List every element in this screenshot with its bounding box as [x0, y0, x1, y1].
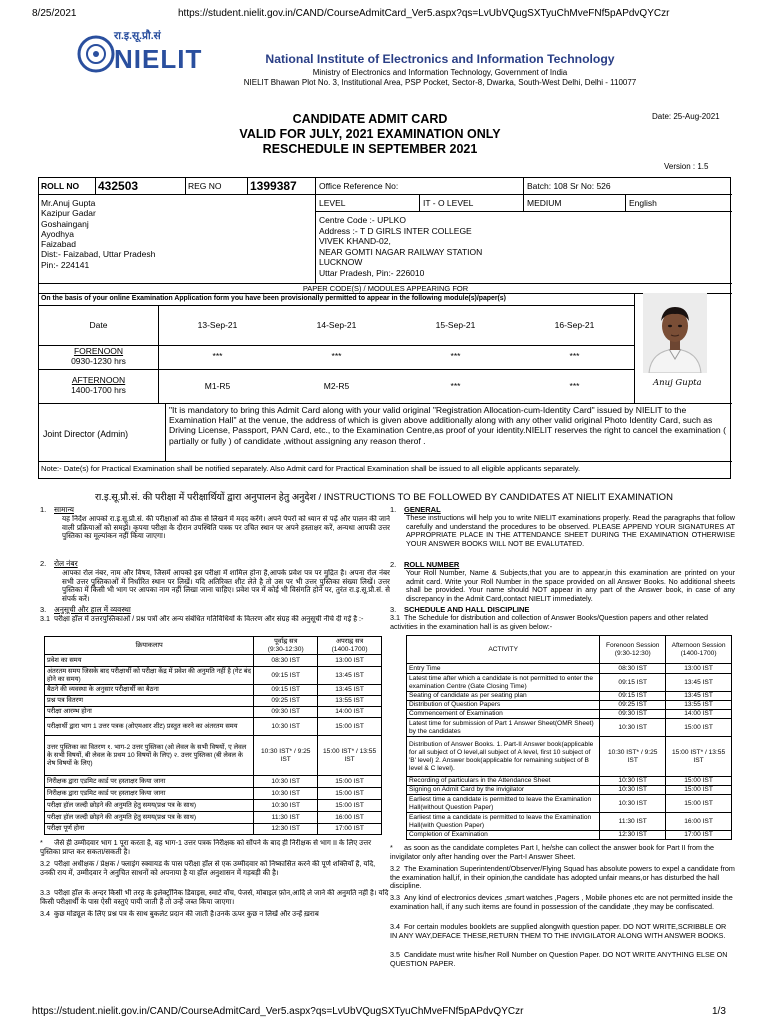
schedule-row [407, 737, 732, 777]
candidate-address [41, 198, 155, 270]
centre-line: NEAR GOMTI NAGAR RAILWAY STATION [319, 246, 483, 257]
forenoon-paper: *** [331, 351, 342, 361]
schedule-activity: परीक्षार्थी द्वारा भाग 1 उत्तर पत्रक (ओएमआर शीट) प्रस्तुत करने का अंतरतम समय [45, 718, 254, 736]
schedule-afternoon-time: 15:00 IST [318, 776, 382, 788]
forenoon-paper: *** [569, 351, 580, 361]
schedule-activity: Latest time after which a candidate is not permitted to enter the examination Centre (Gate Closing Time) [407, 674, 600, 692]
hindi-s34-text: कुछ मोड्यूल के लिए प्रश्न पत्र के साथ बुकलेट प्रदान की जाती है।उनके ऊपर कुछ न लिखें और उन्हें ख़राब [54, 910, 319, 918]
hindi-s31-text: परीक्षा हॉल में उत्तरपुस्तिकाओं / प्रश्न पत्रों और अन्य संबंधित गतिविधियों के वितरण और संग्रह की अनुसूची नीचे दी गई है :- [54, 615, 364, 623]
schedule-afternoon-time: 15:00 IST [666, 786, 732, 795]
schedule-activity: Distribution of Question Papers [407, 701, 600, 710]
hindi-s2-text: आपका रोल नंबर, नाम और विषय, जिसमें आपको इस परीक्षा में शामिल होना है,आपके प्रवेश पत्र पर मुद्रित है। अपना रोल नंबर सभी उत्तर पुस्तिकाओं में निर्धारित स्थान पर लिखें। यदि अतिरिक्त शीट लेते है तो उस पर भी उत्तर पुस्तिका संख्या लिखें। उत्तर पुस्तिका में किसी भी भाग पर आपका नाम नहीं लिखा जाना चाहिए। प्रवेश पत्र में कोई भी विसंगति होने पर, तुरंत रा.इ.सू.प्रौ.सं. से संपर्क करें। [62, 569, 390, 603]
schedule-forenoon-time: 09:15 IST [254, 667, 318, 685]
forenoon-time: 0930-1230 hrs [71, 356, 126, 366]
hindi-s33-text: परीक्षा हॉल के अन्दर किसी भी तरह के इलेक्ट्रॉनिक डिवाइस, स्मार्ट वॉच, पेजर्स, मोबाइल फ़ोन,आदि ले जाने की अनुमति नहीं है। यदि किसी परीक्षार्थी के पास ऐसी वस्तुएं पायी जाती हैं तो उन्हें जब्त किया जाएगा। [40, 889, 389, 906]
schedule-row [45, 776, 382, 788]
schedule-forenoon-time: 08:30 IST [600, 664, 666, 674]
candidate-pin: Pin:- 224141 [41, 259, 90, 270]
afternoon-paper: M1-R5 [204, 381, 231, 391]
schedule-row [45, 655, 382, 667]
candidate-line: Dist:- Faizabad, Uttar Pradesh [41, 249, 156, 260]
candidate-photo [643, 293, 707, 373]
afternoon-paper: *** [450, 381, 461, 391]
schedule-row [45, 736, 382, 776]
schedule-activity: Commencement of Examination [407, 710, 600, 719]
schedule-forenoon-time: 09:25 IST [254, 696, 318, 707]
org-address: NIELIT Bhawan Plot No. 3, Institutional Area, PSP Pocket, Sector-8, Dwarka, South-West Delhi, Delhi - 110077 [243, 78, 637, 87]
schedule-activity: परीक्षा हॉल जल्दी छोड़ने की अनुमति हेतु समय(प्रश्न पत्र के साथ) [45, 800, 254, 812]
schedule-row [407, 831, 732, 840]
exam-date: 15-Sep-21 [435, 320, 476, 330]
schedule-activity: Seating of candidate as per seating plan [407, 692, 600, 701]
schedule-afternoon-time: 15:00 IST [666, 795, 732, 813]
schedule-activity: Earliest time a candidate is permitted to leave the Examination Hall(with Question Paper) [407, 813, 600, 831]
schedule-activity: निरीक्षक द्वारा एडमिट कार्ड पर हस्ताक्षर किया जाना [45, 776, 254, 788]
schedule-forenoon-time: 10:30 IST [254, 776, 318, 788]
schedule-afternoon-time: 13:45 IST [666, 674, 732, 692]
org-name: National Institute of Electronics and Information Technology [265, 52, 615, 66]
schedule-afternoon-time: 15:00 IST [666, 777, 732, 786]
schedule-afternoon-time: 15:00 IST [318, 718, 382, 736]
schedule-row [45, 667, 382, 685]
schedule-row [45, 685, 382, 696]
schedule-activity: Entry Time [407, 664, 600, 674]
instructions-heading: रा.इ.सू.प्रौ.सं. की परीक्षा में परीक्षार्थियों द्वारा अनुपालन हेतु अनुदेश / INSTRUCTIONS TO BE FOLLOWED BY CANDIDATES AT NIELIT EXAMINATION [95, 492, 673, 503]
roll-value: 432503 [98, 179, 139, 193]
schedule-row [45, 812, 382, 824]
schedule-row [407, 813, 732, 831]
nielit-logo [76, 26, 203, 78]
candidate-signature: Anuj Gupta [653, 378, 702, 388]
logo-hindi-text: रा.इ.सू.प्रौ.सं [114, 30, 161, 42]
centre-address [319, 215, 482, 278]
title-line-3: RESCHEDULE IN SEPTEMBER 2021 [262, 142, 478, 156]
schedule-activity: Latest time for submission of Part 1 Answer Sheet(OMR Sheet) by the candidates [407, 719, 600, 737]
schedule-forenoon-time: 12:30 IST [254, 824, 318, 835]
schedule-activity: Earliest time a candidate is permitted to leave the Examination Hall(without Question Paper) [407, 795, 600, 813]
hindi-th-forenoon-time: (9:30-12:30) [267, 645, 304, 653]
schedule-row [45, 800, 382, 812]
schedule-row [407, 701, 732, 710]
schedule-forenoon-time: 11:30 IST [600, 813, 666, 831]
title-line-1: CANDIDATE ADMIT CARD [292, 112, 448, 126]
schedule-afternoon-time: 13:45 IST [318, 685, 382, 696]
issue-date: Date: 25-Aug-2021 [652, 112, 720, 121]
centre-line: Address :- T D GIRLS INTER COLLEGE [319, 225, 472, 236]
schedule-afternoon-time: 13:55 IST [318, 696, 382, 707]
candidate-line: Faizabad [41, 239, 76, 250]
exam-date: 16-Sep-21 [554, 320, 595, 330]
schedule-afternoon-time: 14:00 IST [318, 707, 382, 718]
schedule-afternoon-time: 16:00 IST [666, 813, 732, 831]
schedule-activity: उत्तर पुस्तिका का वितरण १. भाग-2 उत्तर पुस्तिका (ओ लेवल के सभी विषयों, ए लेवल के सभी विषयों, बी लेवल के प्रथम 10 विषयों के लिए) २. उत्तर पुस्तिका (बी लेवल के शेष विषयों के लिए) [45, 736, 254, 776]
version: Version : 1.5 [664, 162, 709, 171]
english-s2-title: ROLL NUMBER [404, 560, 460, 569]
schedule-activity: Completion of Examination [407, 831, 600, 840]
schedule-forenoon-time: 10:30 IST [254, 800, 318, 812]
level-value: IT - O LEVEL [423, 198, 474, 208]
schedule-forenoon-time: 10:30 IST [600, 795, 666, 813]
candidate-line: Kazipur Gadar [41, 208, 96, 219]
centre-code: Centre Code :- UPLKO [319, 215, 406, 225]
english-s35-text: Candidate must write his/her Roll Number on Question Paper. DO NOT WRITE ANYTHING ELSE ON QUESTION PAPER. [390, 951, 728, 968]
english-s32-text: The Examination Superintendent/Observer/Flying Squad has absolute powers to expel a candidate from the examination hall,if, in their opinion,the candidate has adopted unfair means,or has disturbed the hall discipline. [390, 865, 735, 891]
english-th-forenoon: Forenoon Session [605, 641, 660, 649]
schedule-forenoon-time: 09:30 IST [600, 710, 666, 719]
schedule-forenoon-time: 10:30 IST [600, 777, 666, 786]
afternoon-label: AFTERNOON [71, 375, 126, 385]
hindi-th-afternoon: अपराह्न सत्र [335, 637, 364, 645]
english-th-forenoon-time: (9:30-12:30) [614, 649, 651, 657]
date-label: Date [89, 320, 108, 330]
exam-date: 13-Sep-21 [197, 320, 238, 330]
schedule-forenoon-time: 09:30 IST [254, 707, 318, 718]
schedule-activity: अंतरतम समय जिसके बाद परीक्षार्थी को परीक्षा केंद्र में प्रवेश की अनुमति नहीं है (गेट बंद होने का समय) [45, 667, 254, 685]
practical-note: Note:- Date(s) for Practical Examination shall be notified separately. Also Admit card for Practical Examination shall be issued to all eligible applicants separately. [41, 464, 581, 473]
afternoon-time: 1400-1700 hrs [71, 385, 126, 395]
schedule-activity: प्रश्न पत्र वितरण [45, 696, 254, 707]
exam-date: 14-Sep-21 [316, 320, 357, 330]
schedule-row [45, 824, 382, 835]
schedule-afternoon-time: 15:00 IST [666, 719, 732, 737]
schedule-forenoon-time: 12:30 IST [600, 831, 666, 840]
title-line-2: VALID FOR JULY, 2021 EXAMINATION ONLY [239, 127, 501, 141]
schedule-forenoon-time: 09:15 IST [600, 692, 666, 701]
schedule-activity: प्रवेश का समय [45, 655, 254, 667]
english-star-note: as soon as the candidate completes Part I, he/she can collect the answer book for Part II from the invigilator only after handing over the Part-I Answer Sheet. [390, 844, 715, 861]
schedule-activity: परीक्षा हॉल जल्दी छोड़ने की अनुमति हेतु समय(प्रश्न पत्र के साथ) [45, 812, 254, 824]
hindi-s1-title: सामान्य [54, 505, 75, 514]
afternoon-paper: M2-R5 [323, 381, 350, 391]
medium-label: MEDIUM [527, 198, 562, 208]
admit-card-title [200, 112, 540, 157]
schedule-forenoon-time: 09:15 IST [600, 674, 666, 692]
english-s2-text: Your Roll Number, Name & Subjects,that you are to appear,in this examination are printed on your admit card. Write your Roll Number in the space provided on all Answer Books. No additional sheets shall be provided. Your name should NOT appear in any part of the Answer book, in case of any discrepancy in the Admit Card,contact NIELIT immediately. [406, 569, 735, 603]
english-schedule-table [406, 635, 732, 840]
english-th-afternoon-time: (1400-1700) [680, 649, 717, 657]
centre-line: VIVEK KHAND-02, [319, 236, 391, 246]
schedule-afternoon-time: 13:00 IST [666, 664, 732, 674]
schedule-afternoon-time: 15:00 IST* / 13:55 IST [666, 737, 732, 777]
schedule-forenoon-time: 09:25 IST [600, 701, 666, 710]
joint-director-label: Joint Director (Admin) [43, 429, 129, 439]
forenoon-paper: *** [212, 351, 223, 361]
afternoon-paper: *** [569, 381, 580, 391]
hindi-s32-text: परीक्षा अधीक्षक / प्रेक्षक / फ्लाइंग स्क्वायड के पास परीक्षा हॉल से एक उम्मीदवार को निष्कासित करने की पूर्ण शक्तियाँ है, यदि, उनकी राय में, उम्मीदवार ने अनुचित साधनों को अपनाया है या हॉल अनुशासन में गड़बड़ी की है। [40, 860, 376, 877]
english-th-activity: ACTIVITY [407, 636, 600, 664]
english-s33-text: Any kind of electronics devices ,smart watches ,Pagers , Mobile phones etc are not permitted inside the examination hall, if any such items are found in possession of the candidate ,they may be confiscated. [390, 894, 733, 911]
print-url-footer: https://student.nielit.gov.in/CAND/CourseAdmitCard_Ver5.aspx?qs=LvUbVQugSXTyuChMveFNf5pAPdvQYCzr [32, 1006, 524, 1017]
schedule-row [45, 696, 382, 707]
schedule-afternoon-time: 13:45 IST [318, 667, 382, 685]
paper-subtext: On the basis of your online Examination Application form you have been provisionally permitted to appear in the following module(s)/paper(s) [41, 295, 506, 302]
hindi-th-afternoon-time: (1400-1700) [331, 645, 368, 653]
schedule-afternoon-time: 15:00 IST* / 13:55 IST [318, 736, 382, 776]
schedule-afternoon-time: 13:00 IST [318, 655, 382, 667]
page-number: 1/3 [712, 1006, 726, 1017]
schedule-afternoon-time: 15:00 IST [318, 800, 382, 812]
schedule-row [407, 719, 732, 737]
schedule-activity: Recording of particulars in the Attendance Sheet [407, 777, 600, 786]
medium-value: English [629, 198, 657, 208]
schedule-forenoon-time: 11:30 IST [254, 812, 318, 824]
forenoon-paper: *** [450, 351, 461, 361]
admit-card-box [38, 177, 731, 479]
schedule-afternoon-time: 16:00 IST [318, 812, 382, 824]
centre-line: LUCKNOW [319, 257, 363, 267]
forenoon-label: FORENOON [73, 346, 124, 356]
hindi-s1-text: यह निर्देश आपको रा.इ.सू.प्रौ.सं. की परीक्षाओं को ठीक से लिखने में मदद करेंगे। अपने पेपरों को ध्यान से पढ़ें और पालन की जाने वाली प्रक्रियाओं को समझें। कृपया परीक्षा के दौरान उपस्थिति पत्रक पर उचित स्थान पर अपने हस्ताक्षर करें, अन्यथा आपकी उत्तर पुस्तिका का मूल्यांकन नहीं किया जाएगा। [62, 515, 390, 541]
print-url-header: https://student.nielit.gov.in/CAND/CourseAdmitCard_Ver5.aspx?qs=LvUbVQugSXTyuChMveFNf5pAPdvQYCzr [178, 8, 670, 19]
schedule-afternoon-time: 13:45 IST [666, 692, 732, 701]
office-ref: Office Reference No: [319, 181, 399, 191]
logo-text: NIELIT [114, 44, 203, 74]
schedule-afternoon-time: 17:00 IST [318, 824, 382, 835]
schedule-row [407, 795, 732, 813]
candidate-name: Mr.Anuj Gupta [41, 198, 96, 208]
english-instructions: 1. GENERAL These instructions will help you to write NIELIT examinations properly. Read the paragraphs that follow carefully and understand the procedures to be observed. PLEASE APPEND YOUR SIGNATURES AT APPROPRIATE PLACE IN THE ATTENDANCE SHEET DURING THE EXAMINATION OTHERWISE YOUR ANSWER BOOKS WILL NOT BE EVALUTATED. 2. ROLL NUMBER Your Roll Number, Name & Subjects,that you are to appear,in this examination are printed on your admit card. Write your Roll Number in the space provided on all Answer Books. No additional sheets shall be provided. Your name should NOT appear in any part of the Answer book, in case of any discrepancy in the Admit Card,contact NIELIT immediately. 3. SCHEDULE AND HALL DISCIPLINE 3.1 The Schedule for distribution and collection of Answer Books/Question papers and other related activities in the examination hall is as given below:- ACTIVITY Forenoon Session (9:30-12:30) Afternoon Session (1400-1700) Entry Time 08:30 IST 13:00 IST Latest time after which a candidate is not permitted to enter the examination Centre (Gate Closing Time) 09:15 IST 13:45 IST Seating of candidate as per seating plan 09:15 IST 13:45 IST Distribution of Question Papers 09:25 IST 13:55 IST Commencement of Examination 09:30 IST 14:00 IST Latest time for submission of Part 1 Answer Sheet(OMR Sheet) by the candidates 10:30 IST 15:00 IST Distribution of Answer Books. 1. Part-II Answer book(applicable for all subject of O level,all subject of A level, first 10 subject of 'B' level) 2. Answer book(applicable for remaining subject of B level & C level). 10:30 IST* / 9:25 IST 15:00 IST* / 13:55 IST Recording of particulars in the Attendance Sheet 10:30 IST 15:00 IST Signing on Admit Card by the invigilator 10:30 IST 15:00 IST Earliest time a candidate is permitted to leave the Examination Hall(without Question Paper) 10:30 IST 15:00 IST Earliest time a candidate is permitted to leave the Examination Hall(with Question Paper) 11:30 IST 16:00 IST Completion of Examination 12:30 IST 17:00 IST * as soon as the candidate completes Part I, he/she can collect the answer book for Part II from the invigilator only after handing over the Part-I Answer Sheet. 3.2 The Examination Superintendent/Observer/Flying Squad has absolute powers to expel a candidate from the examination hall,if, in their opinion,the candidate has adopted unfair means,or has disturbed the hall discipline. 3.3 Any kind of electronics devices ,smart watches ,Pagers , Mobile phones etc are not permitted inside the examination hall, if any such items are found in possession of the candidate ,they may be confiscated. 3.4 For certain modules booklets are supplied alongwith question paper. DO NOT WRITE,SCRIBBLE OR IN ANY WAY,DEFACE THESE,RETURN THEM TO THE INVIGILATOR ALONG WITH ANSWER BOOKS. 3.5 Candidate must write his/her Roll Number on Question Paper. DO NOT WRITE ANYTHING ELSE ON QUESTION PAPER. [390, 505, 735, 968]
schedule-activity: परीक्षा पूर्ण होना [45, 824, 254, 835]
schedule-row [407, 777, 732, 786]
english-s1-title: GENERAL [404, 505, 441, 514]
schedule-forenoon-time: 09:15 IST [254, 685, 318, 696]
schedule-activity: निरीक्षक द्वारा एडमिट कार्ड पर हस्ताक्षर किया जाना [45, 788, 254, 800]
schedule-row [407, 710, 732, 719]
hindi-th-forenoon: पूर्वाह्न सत्र [274, 637, 298, 645]
schedule-activity: बैठने की व्यवस्था के अनुसार परीक्षार्थी का बैठना [45, 685, 254, 696]
hindi-s2-title: रोल नंबर [54, 559, 78, 568]
schedule-row [407, 786, 732, 795]
english-s1-text: These instructions will help you to write NIELIT examinations properly. Read the paragraphs that follow carefully and understand the procedures to be observed. PLEASE APPEND YOUR SIGNATURES AT APPROPRIATE PLACE IN THE ATTENDANCE SHEET DURING THE EXAMINATION OTHERWISE YOUR ANSWER BOOKS WILL NOT BE EVALUTATED. [406, 514, 735, 548]
schedule-forenoon-time: 10:30 IST [600, 786, 666, 795]
hindi-th-activity: क्रियाकलाप [45, 637, 254, 655]
reg-label: REG NO [188, 181, 222, 191]
schedule-forenoon-time: 10:30 IST* / 9:25 IST [254, 736, 318, 776]
schedule-afternoon-time: 13:55 IST [666, 701, 732, 710]
english-th-afternoon: Afternoon Session [671, 641, 726, 649]
hindi-schedule-table [44, 636, 382, 835]
schedule-row [45, 788, 382, 800]
schedule-afternoon-time: 15:00 IST [318, 788, 382, 800]
schedule-forenoon-time: 08:30 IST [254, 655, 318, 667]
english-s31-text: The Schedule for distribution and collection of Answer Books/Question papers and other related activities in the examination hall is as given below:- [390, 614, 709, 631]
schedule-row [45, 718, 382, 736]
schedule-activity: Distribution of Answer Books. 1. Part-II Answer book(applicable for all subject of O level,all subject of A level, first 10 subject of 'B' level) 2. Answer book(applicable for remaining subject of B level & C level). [407, 737, 600, 777]
person-photo-icon [643, 293, 707, 373]
schedule-afternoon-time: 14:00 IST [666, 710, 732, 719]
reg-value: 1399387 [250, 179, 297, 193]
centre-pin: Uttar Pradesh, Pin:- 226010 [319, 267, 425, 278]
schedule-row [45, 707, 382, 718]
print-date: 8/25/2021 [32, 8, 77, 19]
hindi-star-note: जैसे ही उम्मीदवार भाग 1 पूरा करता है, वह भाग-1 उत्तर पत्रक निरीक्षक को सौंपने के बाद ही निरीक्षक से भाग II के लिए उत्तर पुस्तिका प्राप्त कर सकता/सकती है। [40, 839, 372, 856]
schedule-afternoon-time: 17:00 IST [666, 831, 732, 840]
hindi-instructions: 1. सामान्य यह निर्देश आपको रा.इ.सू.प्रौ.सं. की परीक्षाओं को ठीक से लिखने में मदद करेंगे। अपने पेपरों को ध्यान से पढ़ें और पालन की जाने वाली प्रक्रियाओं को समझें। कृपया परीक्षा के दौरान उपस्थिति पत्रक पर उचित स्थान पर अपने हस्ताक्षर करें, अन्यथा आपकी उत्तर पुस्तिका का मूल्यांकन नहीं किया जाएगा। 2. रोल नंबर आपका रोल नंबर, नाम और विषय, जिसमें आपको इस परीक्षा में शामिल होना है,आपके प्रवेश पत्र पर मुद्रित है। अपना रोल नंबर सभी उत्तर पुस्तिकाओं में निर्धारित स्थान पर लिखें। यदि अतिरिक्त शीट लेते है तो उस पर भी उत्तर पुस्तिका संख्या लिखें। उत्तर पुस्तिका में किसी भी भाग पर आपका नाम नहीं लिखा जाना चाहिए। प्रवेश पत्र में कोई भी विसंगति होने पर, तुरंत रा.इ.सू.प्रौ.सं. से संपर्क करें। 3. अनुसूची और हाल में व्यवस्था 3.1 परीक्षा हॉल में उत्तरपुस्तिकाओं / प्रश्न पत्रों और अन्य संबंधित गतिविधियों के वितरण और संग्रह की अनुसूची नीचे दी गई है :- क्रियाकलाप पूर्वाह्न सत्र (9:30-12:30) अपराह्न सत्र (1400-1700) प्रवेश का समय 08:30 IST 13:00 IST अंतरतम समय जिसके बाद परीक्षार्थी को परीक्षा केंद्र में प्रवेश की अनुमति नहीं है (गेट बंद होने का समय) 09:15 IST 13:45 IST बैठने की व्यवस्था के अनुसार परीक्षार्थी का बैठना 09:15 IST 13:45 IST प्रश्न पत्र वितरण 09:25 IST 13:55 IST परीक्षा आरम्भ होना 09:30 IST 14:00 IST परीक्षार्थी द्वारा भाग 1 उत्तर पत्रक (ओएमआर शीट) प्रस्तुत करने का अंतरतम समय 10:30 IST 15:00 IST उत्तर पुस्तिका का वितरण १. भाग-2 उत्तर पुस्तिका (ओ लेवल के सभी विषयों, ए लेवल के सभी विषयों, बी लेवल के प्रथम 10 विषयों के लिए) २. उत्तर पुस्तिका (बी लेवल के शेष विषयों के लिए) 10:30 IST* / 9:25 IST 15:00 IST* / 13:55 IST निरीक्षक द्वारा एडमिट कार्ड पर हस्ताक्षर किया जाना 10:30 IST 15:00 IST निरीक्षक द्वारा एडमिट कार्ड पर हस्ताक्षर किया जाना 10:30 IST 15:00 IST परीक्षा हॉल जल्दी छोड़ने की अनुमति हेतु समय(प्रश्न पत्र के साथ) 10:30 IST 15:00 IST परीक्षा हॉल जल्दी छोड़ने की अनुमति हेतु समय(प्रश्न पत्र के साथ) 11:30 IST 16:00 IST परीक्षा पूर्ण होना 12:30 IST 17:00 IST * जैसे ही उम्मीदवार भाग 1 पूरा करता है, वह भाग-1 उत्तर पत्रक निरीक्षक को सौंपने के बाद ही निरीक्षक से भाग II के लिए उत्तर पुस्तिका प्राप्त कर सकता/सकती है। 3.2 परीक्षा अधीक्षक / प्रेक्षक / फ्लाइंग स्क्वायड के पास परीक्षा हॉल से एक उम्मीदवार को निष्कासित करने की पूर्ण शक्तियाँ है, यदि, उनकी राय में, उम्मीदवार ने अनुचित साधनों को अपनाया है या हॉल अनुशासन में गड़बड़ी की है। 3.3 परीक्षा हॉल के अन्दर किसी भी तरह के इलेक्ट्रॉनिक डिवाइस, स्मार्ट वॉच, पेजर्स, मोबाइल फ़ोन,आदि ले जाने की अनुमति नहीं है। यदि किसी परीक्षार्थी के पास ऐसी वस्तुएं पायी जाती हैं तो उन्हें जब्त किया जाएगा। 3.4 कुछ मोड्यूल के लिए प्रश्न पत्र के साथ बुकलेट प्रदान की जाती है।उनके ऊपर कुछ न लिखें और उन्हें ख़राब [40, 505, 390, 918]
schedule-forenoon-time: 10:30 IST [600, 719, 666, 737]
batch-serial: Batch: 108 Sr No: 526 [527, 181, 611, 191]
candidate-line: Ayodhya [41, 228, 74, 239]
schedule-forenoon-time: 10:30 IST* / 9:25 IST [600, 737, 666, 777]
english-s34-text: For certain modules booklets are supplied alongwith question paper. DO NOT WRITE,SCRIBBLE OR IN ANY WAY,DEFACE THESE,RETURN THEM TO THE INVIGILATOR ALONG WITH ANSWER BOOKS. [390, 923, 727, 940]
schedule-row [407, 664, 732, 674]
schedule-activity: परीक्षा आरम्भ होना [45, 707, 254, 718]
schedule-forenoon-time: 10:30 IST [254, 788, 318, 800]
paper-heading: PAPER CODE(S) / MODULES APPEARING FOR [302, 284, 469, 293]
org-ministry: Ministry of Electronics and Information Technology, Government of India [312, 68, 568, 77]
schedule-row [407, 692, 732, 701]
candidate-line: Goshainganj [41, 218, 89, 229]
logo-emblem-icon [76, 32, 116, 76]
schedule-activity: Signing on Admit Card by the invigilator [407, 786, 600, 795]
schedule-forenoon-time: 10:30 IST [254, 718, 318, 736]
hindi-s3-title: अनुसूची और हाल में व्यवस्था [54, 605, 131, 614]
level-label: LEVEL [319, 198, 346, 208]
schedule-row [407, 674, 732, 692]
roll-label: ROLL NO [41, 181, 80, 191]
english-s3-title: SCHEDULE AND HALL DISCIPLINE [404, 605, 530, 614]
mandatory-notice: "It is mandatory to bring this Admit Card along with your valid original "Registration Allocation-cum-Identity Card" issued by NIELIT to the Examination Hall" at the venue, the address of which is given above additionally along with any other valid original Photo Identity Card, such as Driving License, Passport, PAN Card, etc., to the Examination Centre,as proof of your identity.NIELIT reserves the right to cancel the examination ( partially or fully ) of candidate ,without assigning any reason therof . [169, 405, 726, 446]
